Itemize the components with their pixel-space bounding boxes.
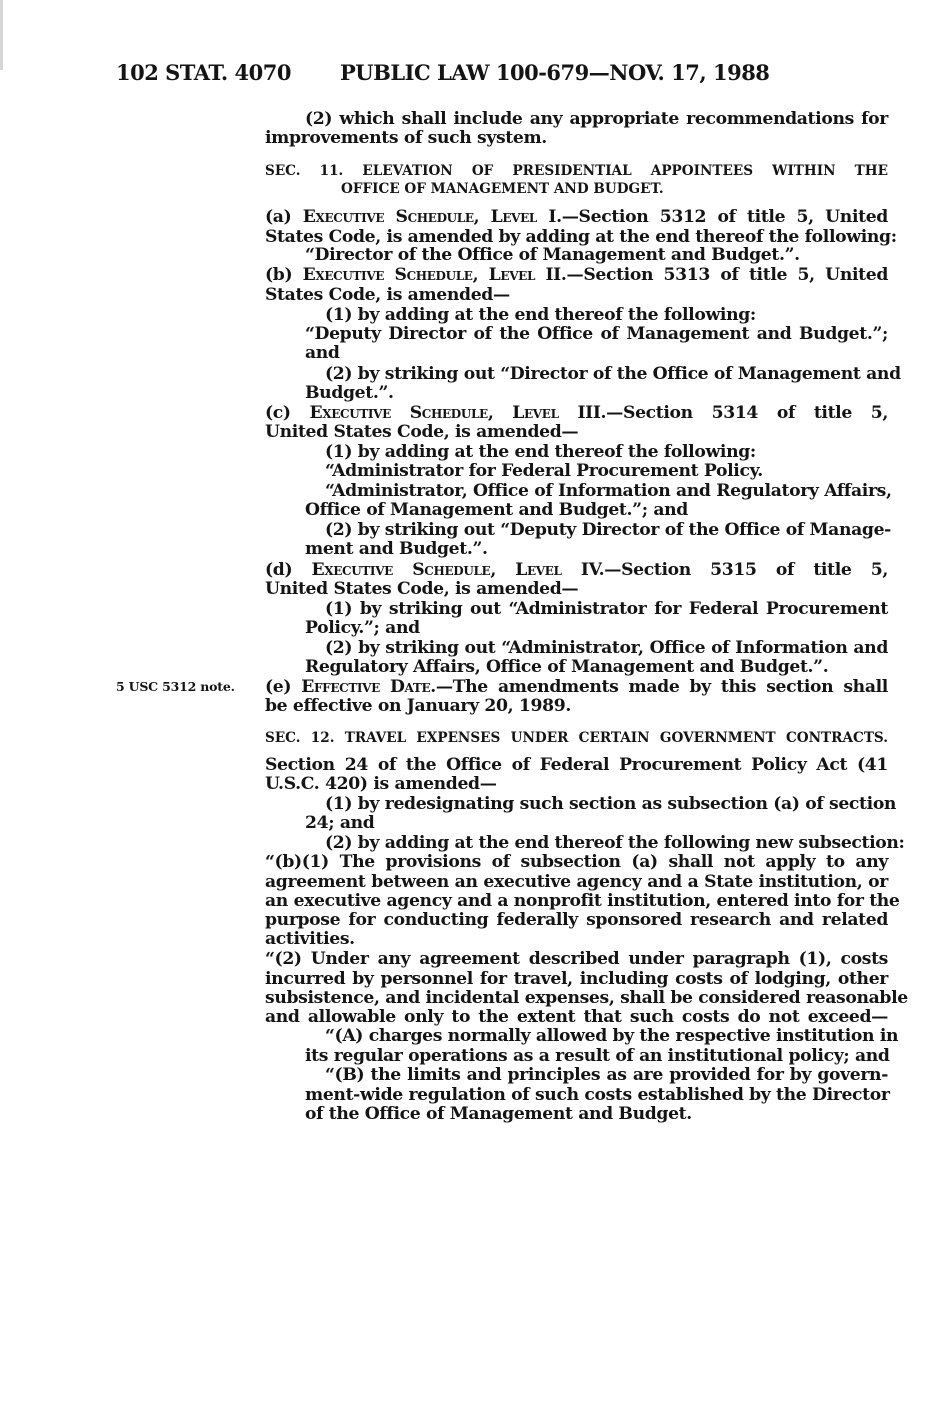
text-line: (2) by striking out “Director of the Office of Management and <box>325 364 901 384</box>
section-11-heading: SEC. 11. ELEVATION OF PRESIDENTIAL APPOINTEES WITHIN THE <box>265 163 888 179</box>
text-line: States Code, is amended— <box>265 285 510 305</box>
text-line: of the Office of Management and Budget. <box>305 1104 692 1124</box>
scan-edge <box>0 0 3 70</box>
text-line: improvements of such system. <box>265 128 547 148</box>
text-line: “(A) charges normally allowed by the respective institution in <box>325 1026 899 1046</box>
text-line: (1) by striking out “Administrator for Federal Procurement <box>325 599 888 619</box>
text-line: ment-wide regulation of such costs established by the Director <box>305 1085 890 1105</box>
text-line: (1) by redesignating such section as subsection (a) of section <box>325 794 897 814</box>
text-line: Regulatory Affairs, Office of Management and Budget.”. <box>305 657 829 677</box>
text-line: purpose for conducting federally sponsored research and related <box>265 910 888 930</box>
text-line: “Deputy Director of the Office of Management and Budget.”; <box>305 324 888 344</box>
text-line: (2) by adding at the end thereof the following new subsection: <box>325 833 905 853</box>
text-line: United States Code, is amended— <box>265 579 579 599</box>
text-line: Section 24 of the Office of Federal Procurement Policy Act (41 <box>265 755 888 775</box>
text-line: “(2) Under any agreement described under paragraph (1), costs <box>265 949 888 969</box>
text-line: agreement between an executive agency and a State institution, or <box>265 872 888 892</box>
margin-citation-note: 5 USC 5312 note. <box>116 679 235 694</box>
text-line: an executive agency and a nonprofit institution, entered into for the <box>265 891 900 911</box>
text-line: “Administrator for Federal Procurement Policy. <box>325 461 763 481</box>
text-line: activities. <box>265 929 355 949</box>
text-line: be effective on January 20, 1989. <box>265 696 571 716</box>
subsection-a: (a) Executive Schedule, Level I.—Section 5312 of title 5, United <box>265 207 888 227</box>
text-line: Policy.”; and <box>305 618 420 638</box>
text-line: subsistence, and incidental expenses, shall be considered reasonable <box>265 988 908 1008</box>
text-line: (1) by adding at the end thereof the following: <box>325 442 756 462</box>
text-line: and allowable only to the extent that such costs do not exceed— <box>265 1007 888 1027</box>
section-11-heading-cont: OFFICE OF MANAGEMENT AND BUDGET. <box>341 181 664 197</box>
text-line: “(B) the limits and principles as are provided for by govern- <box>325 1065 888 1085</box>
text-line: Office of Management and Budget.”; and <box>305 500 688 520</box>
text-line: (2) which shall include any appropriate recommendations for <box>305 109 888 129</box>
text-line: its regular operations as a result of an institutional policy; and <box>305 1046 890 1066</box>
subsection-c: (c) Executive Schedule, Level III.—Section 5314 of title 5, <box>265 403 888 423</box>
text-line: and <box>305 343 340 363</box>
subsection-d: (d) Executive Schedule, Level IV.—Section 5315 of title 5, <box>265 560 888 580</box>
text-line: States Code, is amended by adding at the end thereof the following: <box>265 227 897 247</box>
text-line: United States Code, is amended— <box>265 422 579 442</box>
text-line: (1) by adding at the end thereof the following: <box>325 305 756 325</box>
text-line: (2) by striking out “Deputy Director of the Office of Manage- <box>325 520 891 540</box>
text-line: Budget.”. <box>305 383 394 403</box>
subsection-e: (e) Effective Date.—The amendments made by this section shall <box>265 677 888 697</box>
subsection-b: (b) Executive Schedule, Level II.—Section 5313 of title 5, United <box>265 265 888 285</box>
text-line: 24; and <box>305 813 375 833</box>
text-line: “Administrator, Office of Information and Regulatory Affairs, <box>325 481 892 501</box>
statute-page-number: 102 STAT. 4070 <box>116 60 291 85</box>
section-12-heading: SEC. 12. TRAVEL EXPENSES UNDER CERTAIN GOVERNMENT CONTRACTS. <box>265 730 888 746</box>
text-line: “Director of the Office of Management and Budget.”. <box>305 245 800 265</box>
text-line: ment and Budget.”. <box>305 539 488 559</box>
text-line: U.S.C. 420) is amended— <box>265 774 497 794</box>
text-line: “(b)(1) The provisions of subsection (a) shall not apply to any <box>265 852 888 872</box>
public-law-header: PUBLIC LAW 100-679—NOV. 17, 1988 <box>340 60 770 85</box>
text-line: (2) by striking out “Administrator, Office of Information and <box>325 638 888 658</box>
text-line: incurred by personnel for travel, including costs of lodging, other <box>265 969 888 989</box>
